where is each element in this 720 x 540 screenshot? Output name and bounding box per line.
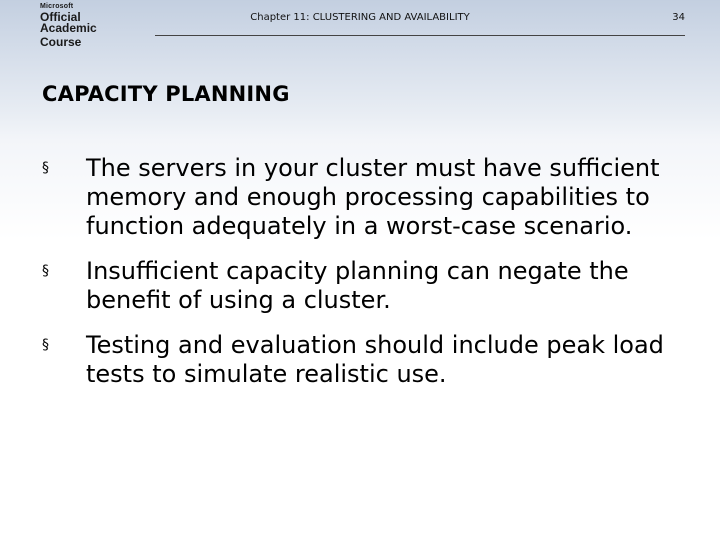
bullet-text: The servers in your cluster must have sufficient memory and enough processing capabilities to function adequately in a worst-case scenario.: [86, 154, 660, 240]
logo-brand-text: Microsoft: [40, 3, 74, 10]
bullet-text: Testing and evaluation should include peak load tests to simulate realistic use.: [86, 331, 664, 388]
header-divider: [155, 35, 685, 36]
microsoft-official-academic-course-logo: [40, 3, 140, 49]
bullet-marker-icon: §: [42, 263, 49, 279]
chapter-title: Chapter 11: CLUSTERING AND AVAILABILITY: [250, 12, 470, 23]
bullet-item: [0, 257, 720, 315]
page-number: 34: [672, 12, 685, 23]
logo-line-academic-course: Academic Course: [40, 21, 97, 49]
bullet-list: [0, 154, 720, 405]
bullet-text: Insufficient capacity planning can negate the benefit of using a cluster.: [86, 257, 629, 314]
bullet-marker-icon: §: [42, 337, 49, 353]
bullet-marker-icon: §: [42, 160, 49, 176]
slide-title: CAPACITY PLANNING: [42, 82, 290, 106]
bullet-item: [0, 154, 720, 241]
bullet-item: [0, 331, 720, 389]
logo-line-official: Official: [40, 10, 81, 24]
